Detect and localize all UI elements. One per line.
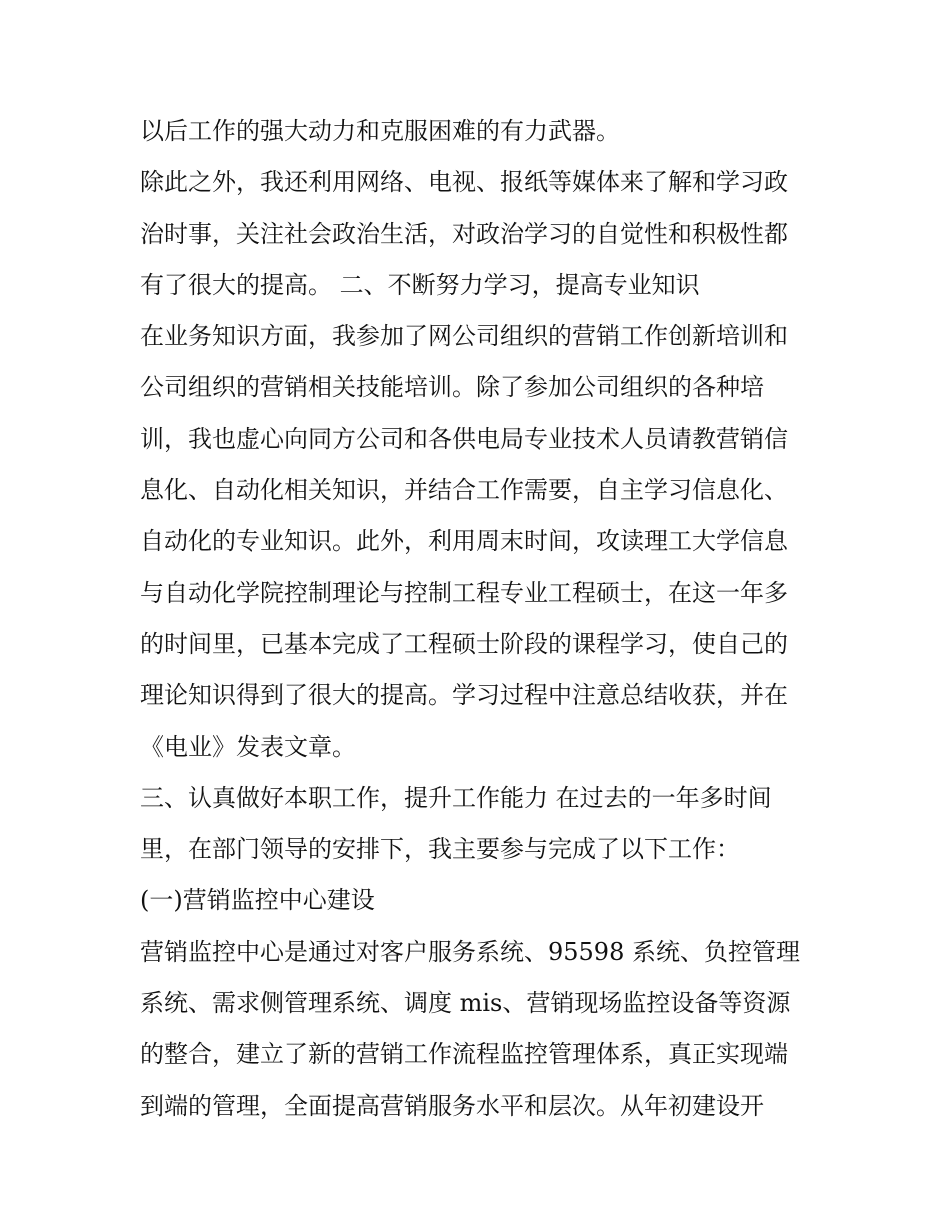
text-line: 有了很大的提高。 二、不断努力学习，提高专业知识 [140, 270, 700, 299]
text-line: 与自动化学院控制理论与控制工程专业工程硕士，在这一年多 [140, 578, 788, 607]
text-line: 在业务知识方面，我参加了网公司组织的营销工作创新培训和 [140, 322, 788, 351]
text-line: 息化、自动化相关知识，并结合工作需要，自主学习信息化、 [140, 476, 788, 505]
text-line: 三、认真做好本职工作，提升工作能力 在过去的一年多时间 [140, 783, 772, 812]
text-line: 治时事，关注社会政治生活，对政治学习的自觉性和积极性都 [140, 219, 788, 248]
text-line: 系统、需求侧管理系统、调度 mis、营销现场监控设备等资源 [140, 989, 791, 1018]
text-line: 的整合，建立了新的营销工作流程监控管理体系，真正实现端 [140, 1040, 788, 1069]
text-line: 的时间里，已基本完成了工程硕士阶段的课程学习，使自己的 [140, 629, 788, 658]
text-line: 自动化的专业知识。此外，利用周末时间，攻读理工大学信息 [140, 527, 788, 556]
text-line: (一)营销监控中心建设 [140, 886, 375, 915]
text-line: 《电业》发表文章。 [140, 732, 356, 761]
text-line: 以后工作的强大动力和克服困难的有力武器。 [140, 117, 620, 145]
text-line: 训，我也虚心向同方公司和各供电局专业技术人员请教营销信 [140, 424, 788, 453]
text-line: 营销监控中心是通过对客户服务系统、95598 系统、负控管理 [140, 937, 800, 966]
text-line: 里，在部门领导的安排下，我主要参与完成了以下工作： [140, 835, 740, 864]
text-line: 理论知识得到了很大的提高。学习过程中注意总结收获，并在 [140, 681, 788, 710]
text-line: 除此之外，我还利用网络、电视、报纸等媒体来了解和学习政 [140, 168, 788, 197]
text-line: 公司组织的营销相关技能培训。除了参加公司组织的各种培 [140, 373, 764, 402]
text-line: 到端的管理，全面提高营销服务水平和层次。从年初建设开 [140, 1091, 764, 1120]
document-body [140, 106, 830, 1132]
